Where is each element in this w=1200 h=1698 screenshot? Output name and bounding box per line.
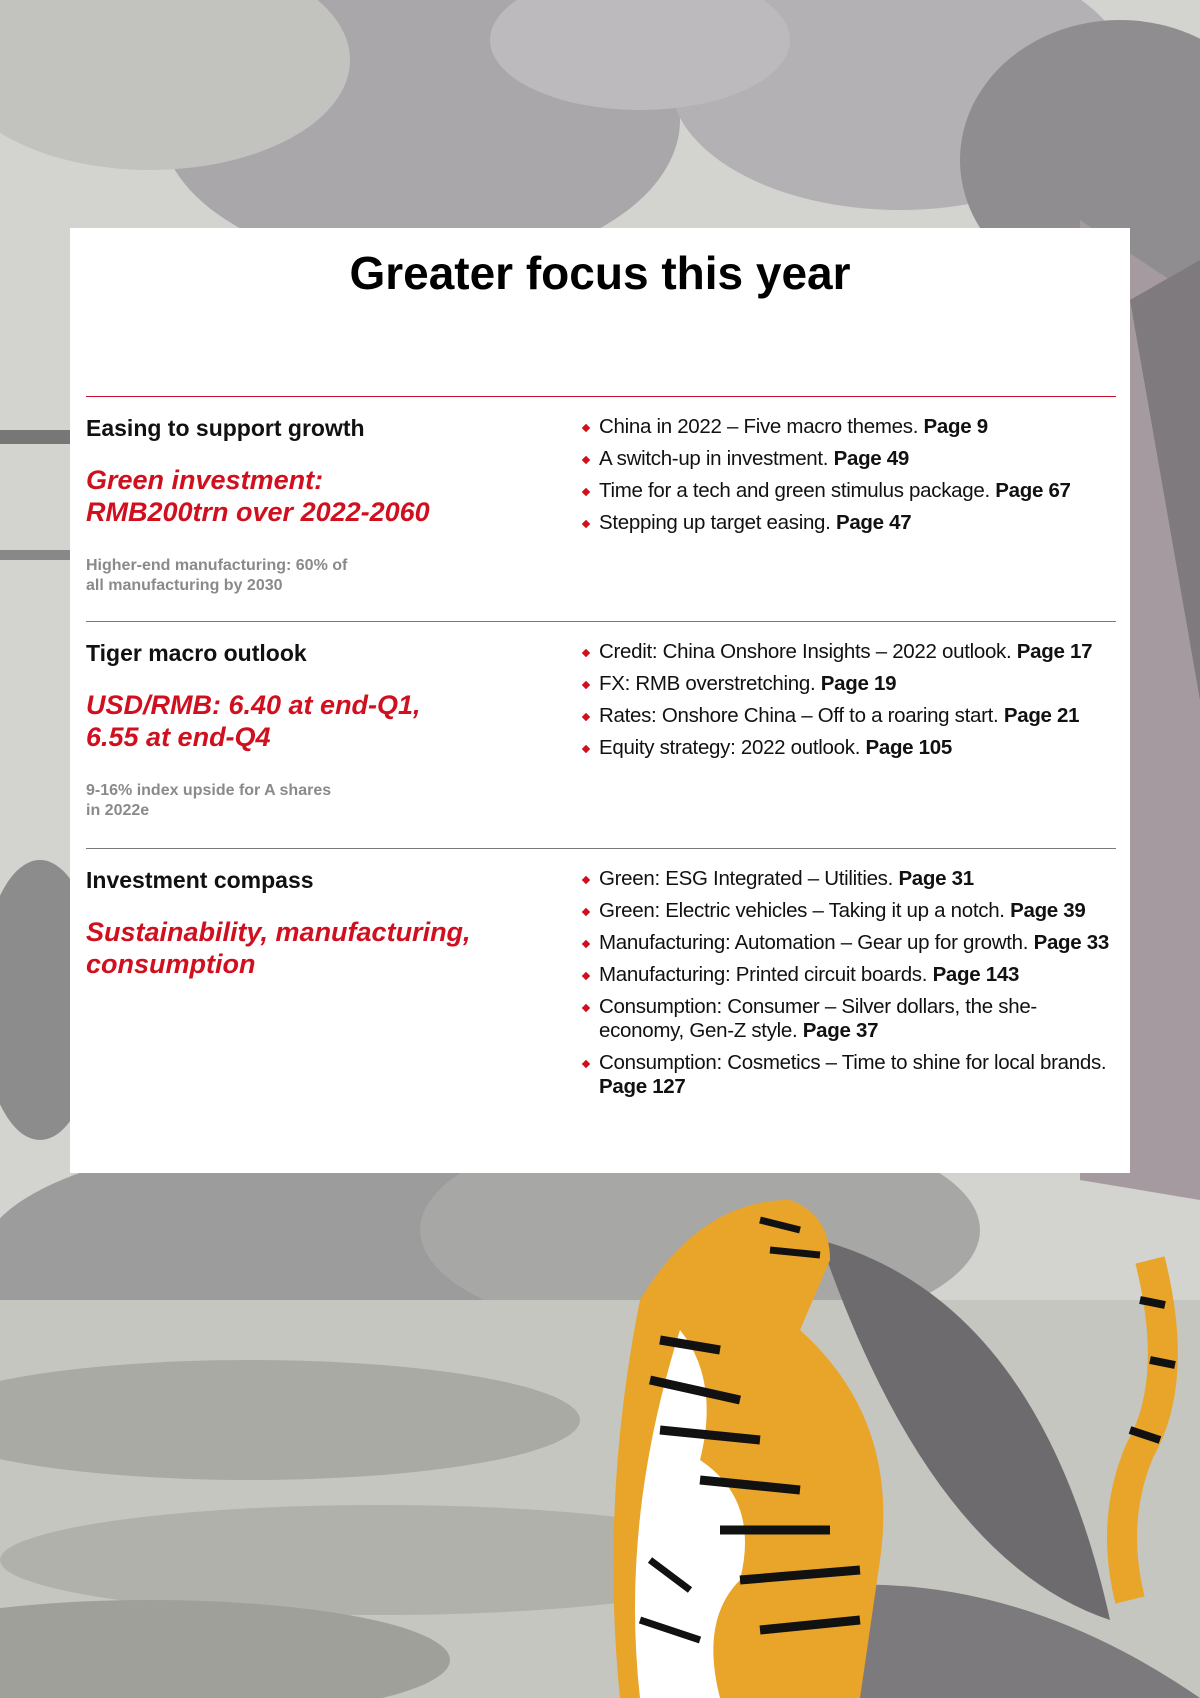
list-item <box>581 899 1116 923</box>
bullet-icon <box>582 681 590 689</box>
section-highlight: Green investment: RMB200trn over 2022-2060 <box>86 465 430 527</box>
bullet-icon <box>582 1004 590 1012</box>
section-easing <box>86 396 1116 607</box>
list-item <box>581 1051 1116 1099</box>
item-text: A switch-up in investment. <box>599 447 834 470</box>
section-highlight: Sustainability, manufacturing, consumption <box>86 917 471 979</box>
section-left-column <box>86 867 536 1008</box>
list-item <box>581 415 1116 439</box>
item-text: China in 2022 – Five macro themes. <box>599 415 924 438</box>
bullet-icon <box>582 745 590 753</box>
page-ref: Page 17 <box>1016 640 1093 663</box>
page-ref: Page 39 <box>1010 899 1086 922</box>
item-text: Credit: China Onshore Insights – 2022 outlook. <box>599 640 1017 663</box>
section-left-column <box>86 415 536 596</box>
section-heading: Easing to support growth <box>86 415 365 441</box>
page-ref: Page 37 <box>802 1019 879 1042</box>
section-tiger-macro <box>86 621 1116 832</box>
section-highlight: USD/RMB: 6.40 at end-Q1, 6.55 at end-Q4 <box>86 690 421 752</box>
list-item <box>581 672 1116 696</box>
reference-list <box>581 640 1116 760</box>
page-ref: Page 49 <box>833 447 909 470</box>
reference-list <box>581 415 1116 535</box>
page-ref: Page 127 <box>599 1075 686 1098</box>
bullet-icon <box>582 1060 590 1068</box>
bullet-icon <box>582 424 590 432</box>
item-text: Manufacturing: Automation – Gear up for growth. <box>599 931 1034 954</box>
item-text: Consumption: Cosmetics – Time to shine for local brands. <box>599 1051 1107 1074</box>
bullet-icon <box>582 649 590 657</box>
page-ref: Page 143 <box>932 963 1020 986</box>
section-right-column <box>581 415 1116 543</box>
bullet-icon <box>582 972 590 980</box>
list-item <box>581 995 1116 1043</box>
page-ref: Page 47 <box>835 511 912 534</box>
bullet-icon <box>582 713 590 721</box>
item-text: Green: ESG Integrated – Utilities. <box>599 867 899 890</box>
item-text: Equity strategy: 2022 outlook. <box>599 736 866 759</box>
page-ref: Page 67 <box>995 479 1071 502</box>
bullet-icon <box>582 876 590 884</box>
item-text: FX: RMB overstretching. <box>599 672 821 695</box>
page-title: Greater focus this year <box>349 247 851 299</box>
item-text: Time for a tech and green stimulus package. <box>599 479 996 502</box>
section-note: 9-16% index upside for A shares in 2022e <box>86 782 332 819</box>
item-text: Rates: Onshore China – Off to a roaring start. <box>599 704 1004 727</box>
section-right-column <box>581 867 1116 1107</box>
list-item <box>581 511 1116 535</box>
list-item <box>581 931 1116 955</box>
section-heading: Investment compass <box>86 867 314 893</box>
section-heading: Tiger macro outlook <box>86 640 307 666</box>
item-text: Stepping up target easing. <box>599 511 836 534</box>
item-text: Consumption: Consumer – Silver dollars, the she-economy, Gen-Z style. <box>599 995 1037 1042</box>
bullet-icon <box>582 488 590 496</box>
list-item <box>581 704 1116 728</box>
bullet-icon <box>582 940 590 948</box>
section-right-column <box>581 640 1116 768</box>
item-text: Manufacturing: Printed circuit boards. <box>599 963 933 986</box>
section-left-column <box>86 640 536 821</box>
page-ref: Page 21 <box>1003 704 1080 727</box>
bullet-icon <box>582 456 590 464</box>
list-item <box>581 736 1116 760</box>
page-ref: Page 31 <box>898 867 974 890</box>
page-ref: Page 105 <box>865 736 952 759</box>
page-ref: Page 33 <box>1033 931 1109 954</box>
page-ref: Page 9 <box>923 415 988 438</box>
list-item <box>581 447 1116 471</box>
list-item <box>581 963 1116 987</box>
bullet-icon <box>582 908 590 916</box>
list-item <box>581 867 1116 891</box>
page-ref: Page 19 <box>820 672 897 695</box>
section-investment-compass <box>86 848 1116 1169</box>
reference-list <box>581 867 1116 1099</box>
focus-panel <box>70 228 1130 1173</box>
list-item <box>581 640 1116 664</box>
bullet-icon <box>582 520 590 528</box>
list-item <box>581 479 1116 503</box>
item-text: Green: Electric vehicles – Taking it up a notch. <box>599 899 1011 922</box>
section-note: Higher-end manufacturing: 60% of all manufacturing by 2030 <box>86 557 348 594</box>
